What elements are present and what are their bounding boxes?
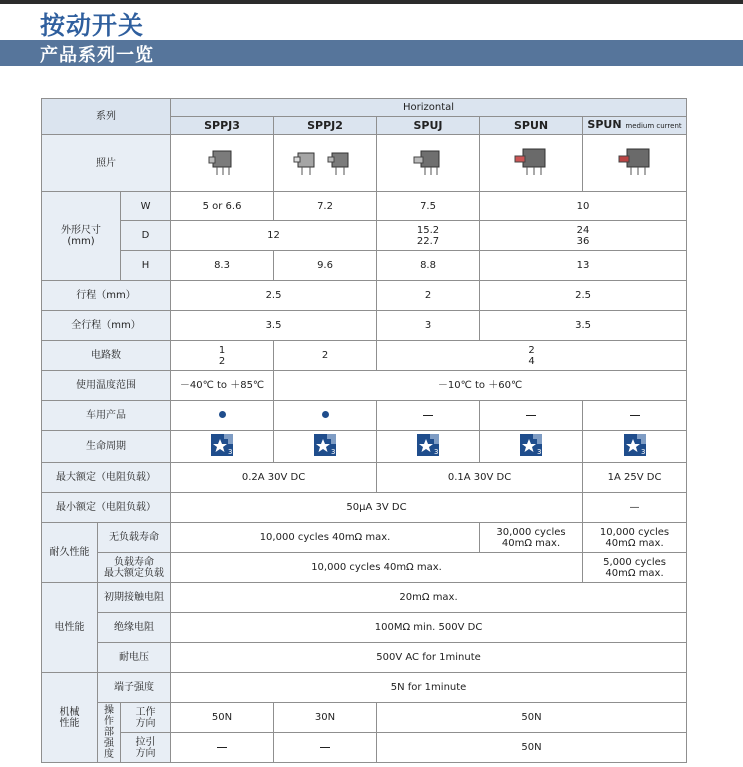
working-sppj3: 50N	[171, 703, 274, 733]
no-load-life-main: 10,000 cycles 40mΩ max.	[171, 523, 480, 553]
durability-label: 耐久性能	[42, 523, 98, 583]
d-spun: 24 36	[480, 221, 687, 251]
automotive-spuj	[377, 401, 480, 431]
photo-sppj3	[171, 135, 274, 192]
lifecycle-spun	[480, 431, 583, 463]
total-travel-spun: 3.5	[480, 311, 687, 341]
insulation-label: 绝缘电阻	[98, 613, 171, 643]
automotive-sppj2	[274, 401, 377, 431]
section-bar	[0, 40, 743, 66]
electrical-label: 电性能	[42, 583, 98, 673]
pulling-sppj3	[171, 733, 274, 763]
switch-photo-icon	[199, 145, 245, 179]
top-rule	[0, 0, 743, 4]
svg-text:3: 3	[331, 448, 336, 456]
svg-text:3: 3	[434, 448, 439, 456]
photo-sppj2	[274, 135, 377, 192]
dim-h-label: H	[121, 251, 171, 281]
dash-icon	[423, 415, 433, 416]
lifecycle-label: 生命周期	[42, 431, 171, 463]
contact-resistance-value: 20mΩ max.	[171, 583, 687, 613]
w-spuj: 7.5	[377, 192, 480, 221]
automotive-spun	[480, 401, 583, 431]
filled-dot-icon	[322, 411, 329, 418]
temp-sppj3: －40℃ to ＋85℃	[171, 371, 274, 401]
insulation-value: 100MΩ min. 500V DC	[171, 613, 687, 643]
terminal-strength-label: 端子强度	[98, 673, 171, 703]
dash-icon	[217, 747, 227, 748]
voltage-value: 500V AC for 1minute	[171, 643, 687, 673]
automotive-spun-mc	[583, 401, 687, 431]
temp-rest: －10℃ to ＋60℃	[274, 371, 687, 401]
section-title: 产品系列一览	[40, 45, 154, 66]
model-spun: SPUN	[480, 117, 583, 135]
model-spun-medium-current	[583, 117, 687, 135]
load-life-spun-mc: 5,000 cycles 40mΩ max.	[583, 553, 687, 583]
travel-label: 行程（mm）	[42, 281, 171, 311]
h-spun: 13	[480, 251, 687, 281]
lifecycle-star-3-icon	[211, 434, 233, 456]
switch-photo-icon	[405, 145, 451, 179]
d-spuj: 15.2 22.7	[377, 221, 480, 251]
pulling-rest: 50N	[377, 733, 687, 763]
svg-text:3: 3	[537, 448, 542, 456]
dash-icon	[630, 415, 640, 416]
filled-dot-icon	[219, 411, 226, 418]
lifecycle-star-3-icon	[417, 434, 439, 456]
travel-sppj: 2.5	[171, 281, 377, 311]
travel-spun: 2.5	[480, 281, 687, 311]
temp-label: 使用温度范围	[42, 371, 171, 401]
circuits-label: 电路数	[42, 341, 171, 371]
lifecycle-sppj3	[171, 431, 274, 463]
travel-spuj: 2	[377, 281, 480, 311]
w-sppj3: 5 or 6.6	[171, 192, 274, 221]
dash-icon	[320, 747, 330, 748]
total-travel-sppj: 3.5	[171, 311, 377, 341]
w-spun: 10	[480, 192, 687, 221]
min-rating-label: 最小额定（电阻负载）	[42, 493, 171, 523]
dim-d-label: D	[121, 221, 171, 251]
switch-photo-icon	[611, 145, 659, 179]
automotive-label: 车用产品	[42, 401, 171, 431]
lifecycle-star-3-icon	[314, 434, 336, 456]
svg-text:3: 3	[228, 448, 233, 456]
lifecycle-spuj	[377, 431, 480, 463]
total-travel-spuj: 3	[377, 311, 480, 341]
pulling-direction-label: 拉引 方向	[121, 733, 171, 763]
lifecycle-spun-mc	[583, 431, 687, 463]
photo-spun	[480, 135, 583, 192]
max-rating-spun-mc: 1A 25V DC	[583, 463, 687, 493]
total-travel-label: 全行程（mm）	[42, 311, 171, 341]
load-life-main: 10,000 cycles 40mΩ max.	[171, 553, 583, 583]
w-sppj2: 7.2	[274, 192, 377, 221]
model-spuj: SPUJ	[377, 117, 480, 135]
no-load-life-spun-mc: 10,000 cycles 40mΩ max.	[583, 523, 687, 553]
lifecycle-sppj2	[274, 431, 377, 463]
max-rating-sppj: 0.2A 30V DC	[171, 463, 377, 493]
voltage-label: 耐电压	[98, 643, 171, 673]
model-spun-mc-name: SPUN	[587, 118, 622, 131]
svg-text:3: 3	[640, 448, 645, 456]
mechanical-label: 机械 性能	[42, 673, 98, 763]
working-rest: 50N	[377, 703, 687, 733]
product-series-table	[41, 98, 687, 763]
lifecycle-star-3-icon	[520, 434, 542, 456]
switch-photo-icon	[507, 145, 555, 179]
automotive-sppj3	[171, 401, 274, 431]
d-sppj: 12	[171, 221, 377, 251]
circuits-sppj3: 1 2	[171, 341, 274, 371]
no-load-life-spun: 30,000 cycles 40mΩ max.	[480, 523, 583, 553]
working-sppj2: 30N	[274, 703, 377, 733]
lifecycle-star-3-icon	[624, 434, 646, 456]
contact-resistance-label: 初期接触电阻	[98, 583, 171, 613]
switch-photo-icon	[290, 145, 360, 179]
max-rating-spu: 0.1A 30V DC	[377, 463, 583, 493]
max-rating-label: 最大额定（电阻负载）	[42, 463, 171, 493]
working-direction-label: 工作 方向	[121, 703, 171, 733]
h-sppj3: 8.3	[171, 251, 274, 281]
load-life-label: 负载寿命 最大额定负载	[98, 553, 171, 583]
horizontal-header: Horizontal	[171, 99, 687, 117]
medium-current-note: medium current	[625, 122, 682, 130]
dash-icon	[526, 415, 536, 416]
h-spuj: 8.8	[377, 251, 480, 281]
no-load-life-label: 无负载寿命	[98, 523, 171, 553]
photo-spun-medium-current	[583, 135, 687, 192]
photo-label: 照片	[42, 135, 171, 192]
pulling-sppj2	[274, 733, 377, 763]
page-title: 按动开关	[40, 11, 145, 40]
min-rating-spun-mc: —	[583, 493, 687, 523]
dim-w-label: W	[121, 192, 171, 221]
circuits-sppj2: 2	[274, 341, 377, 371]
model-sppj2: SPPJ2	[274, 117, 377, 135]
h-sppj2: 9.6	[274, 251, 377, 281]
terminal-strength-value: 5N for 1minute	[171, 673, 687, 703]
model-sppj3: SPPJ3	[171, 117, 274, 135]
series-label: 系列	[42, 99, 171, 135]
circuits-rest: 2 4	[377, 341, 687, 371]
photo-spuj	[377, 135, 480, 192]
dimensions-label: 外形尺寸 (mm)	[42, 192, 121, 281]
min-rating-main: 50μA 3V DC	[171, 493, 583, 523]
operation-strength-label: 操作部 强度	[98, 703, 121, 763]
